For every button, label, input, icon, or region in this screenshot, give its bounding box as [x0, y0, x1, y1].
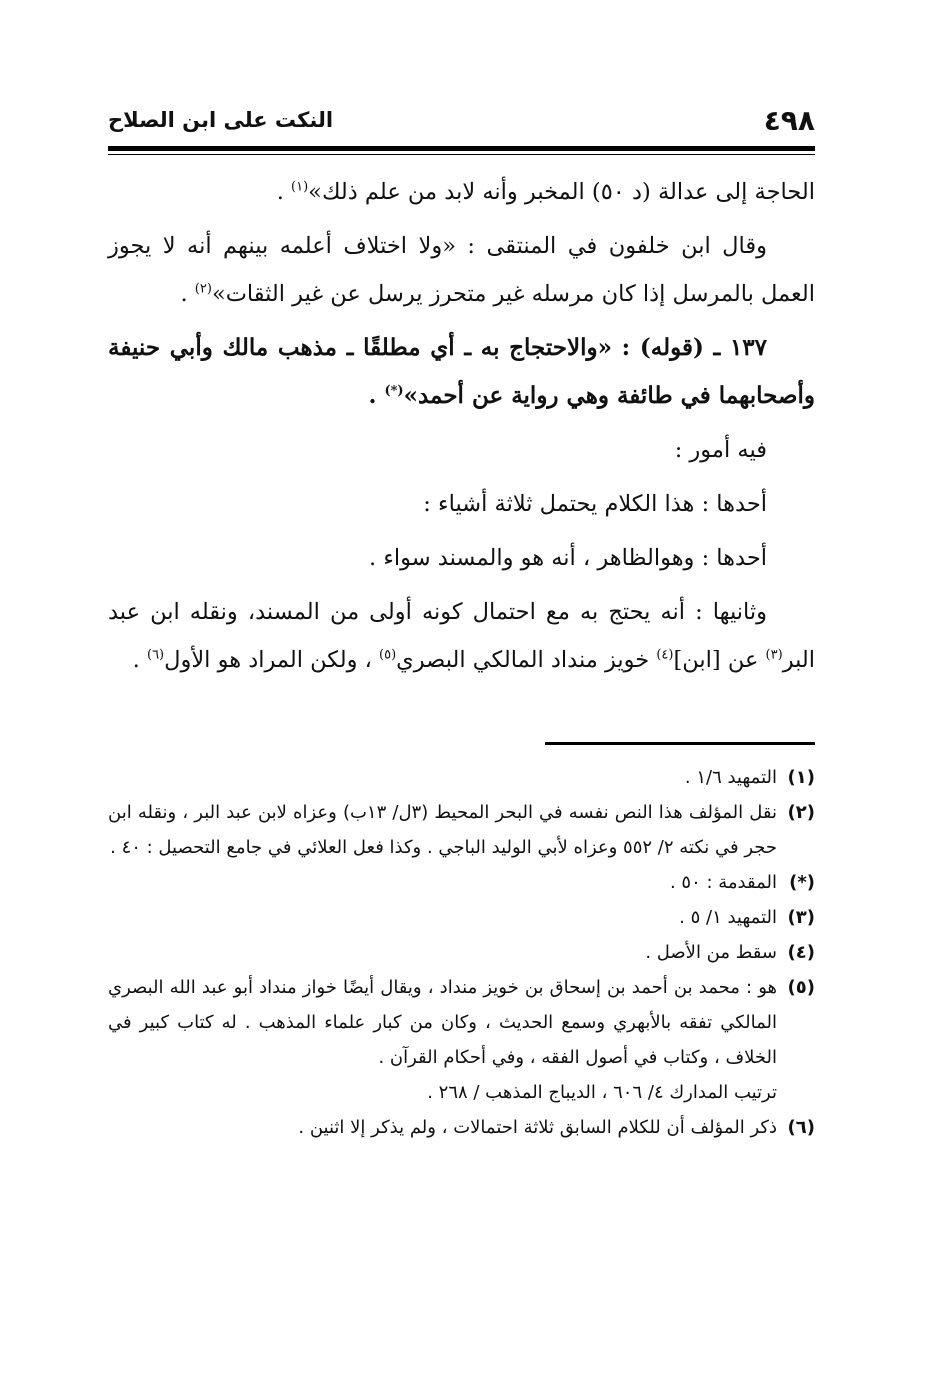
footnote-text — [108, 795, 777, 865]
footnote-line: نقل المؤلف هذا النص نفسه في البحر المحيط (٣ل/ ١٣ب) وعزاه لابن عبد البر ، ونقله ابن حجر في نكته ٢/ ٥٥٢ وعزاه لأبي الوليد الباجي . وكذا فعل العلائي في جامع التحصيل : ٤٠ . — [108, 802, 777, 858]
footnote-ref-6: (٦) — [146, 647, 165, 663]
footnote-ref-3: (٣) — [765, 647, 783, 663]
footnote-line: هو : محمد بن أحمد بن إسحاق بن خويز منداد ، ويقال أيضًا خواز منداد أبو عبد الله البصري المالكي تفقه بالأبهري وسمع الحديث ، وكان من كبار علماء المذهب . له كتاب كبير في الخلاف ، وكتاب في أصول الفقه ، وفي أحكام القرآن . — [108, 977, 777, 1068]
footnote-item — [108, 760, 815, 795]
footnote-number: (٤) — [787, 942, 815, 963]
footnote-item — [108, 795, 815, 865]
page-number: ٤٩٨ — [763, 104, 815, 137]
footnote-text — [108, 900, 777, 935]
paragraph-137 — [108, 324, 815, 420]
footnote-ref-4: (٤) — [656, 647, 674, 663]
footnote-ref-2: (٢) — [194, 281, 212, 297]
main-text — [108, 168, 815, 690]
p1-text: الحاجة إلى عدالة (د ٥٠) المخبر وأنه لابد من علم ذلك» — [308, 179, 815, 205]
page-header — [108, 104, 815, 144]
paragraph-7 — [108, 588, 815, 684]
footnote-ref-5: (٥) — [379, 647, 397, 663]
footnote-text — [108, 1110, 777, 1145]
footnote-ref-star: (*) — [384, 383, 404, 399]
footnote-item — [108, 935, 815, 970]
footnote-line: التمهيد ١/ ٥ . — [679, 907, 777, 928]
footnote-item — [108, 865, 815, 900]
footnote-ref-1: (١) — [291, 179, 309, 195]
footnote-number: (٢) — [787, 802, 815, 823]
paragraph-4: فيه أمور : — [674, 437, 767, 463]
p2-end: . — [180, 281, 195, 307]
footnote-number: (٣) — [787, 907, 815, 928]
footnote-text — [108, 760, 777, 795]
paragraph-2 — [108, 222, 815, 318]
header-rule-thick — [108, 146, 815, 151]
running-title: النكت على ابن الصلاح — [108, 108, 334, 132]
footnote-text — [108, 935, 777, 970]
footnote-line: ذكر المؤلف أن للكلام السابق ثلاثة احتمالات ، ولم يذكر إلا اثنين . — [298, 1117, 777, 1138]
paragraph-5: أحدها : هذا الكلام يحتمل ثلاثة أشياء : — [423, 491, 767, 517]
footnote-number: (٥) — [787, 977, 815, 998]
footnote-number: (٦) — [787, 1117, 815, 1138]
footnote-line: ترتيب المدارك ٤/ ٦٠٦ ، الديباج المذهب / ٢٦٨ . — [427, 1082, 777, 1103]
footnote-item — [108, 1110, 815, 1145]
footnote-item — [108, 900, 815, 935]
paragraph-6: أحدها : وهوالظاهر ، أنه هو والمسند سواء . — [369, 545, 767, 571]
p3-text: ١٣٧ ـ (قوله) : «والاحتجاج به ـ أي مطلقًا ـ مذهب مالك وأبي حنيفة وأصحابهما في طائفة وهي رواية عن أحمد» — [108, 334, 815, 409]
footnotes — [108, 760, 815, 1145]
p7b-text: عن [ابن] — [673, 647, 766, 673]
p1-end: . — [276, 179, 292, 205]
footnote-line: المقدمة : ٥٠ . — [669, 872, 777, 893]
p3-end: . — [368, 382, 385, 409]
p7-end: . — [132, 647, 147, 673]
footnote-text — [108, 970, 777, 1110]
p7c-text: خويز منداد المالكي البصري — [396, 647, 657, 673]
footnote-separator — [545, 742, 815, 745]
footnote-number: (١) — [787, 767, 815, 788]
paragraph-1 — [108, 168, 815, 216]
footnote-text — [108, 865, 777, 900]
footnote-line: سقط من الأصل . — [645, 942, 777, 963]
p7a-text: وثانيها : أنه يحتج به مع احتمال كونه أولى من المسند، ونقله ابن عبد البر — [108, 599, 815, 673]
footnote-item — [108, 970, 815, 1110]
footnote-number: (*) — [789, 872, 815, 893]
footnote-line: التمهيد ١/٦ . — [684, 767, 777, 788]
p2-text: وقال ابن خلفون في المنتقى : «ولا اختلاف أعلمه بينهم أنه لا يجوز العمل بالمرسل إذا كان مرسله غير متحرز يرسل عن غير الثقات» — [108, 233, 815, 307]
header-rule-thin — [108, 154, 815, 155]
p7d-text: ، ولكن المراد هو الأول — [164, 647, 380, 673]
